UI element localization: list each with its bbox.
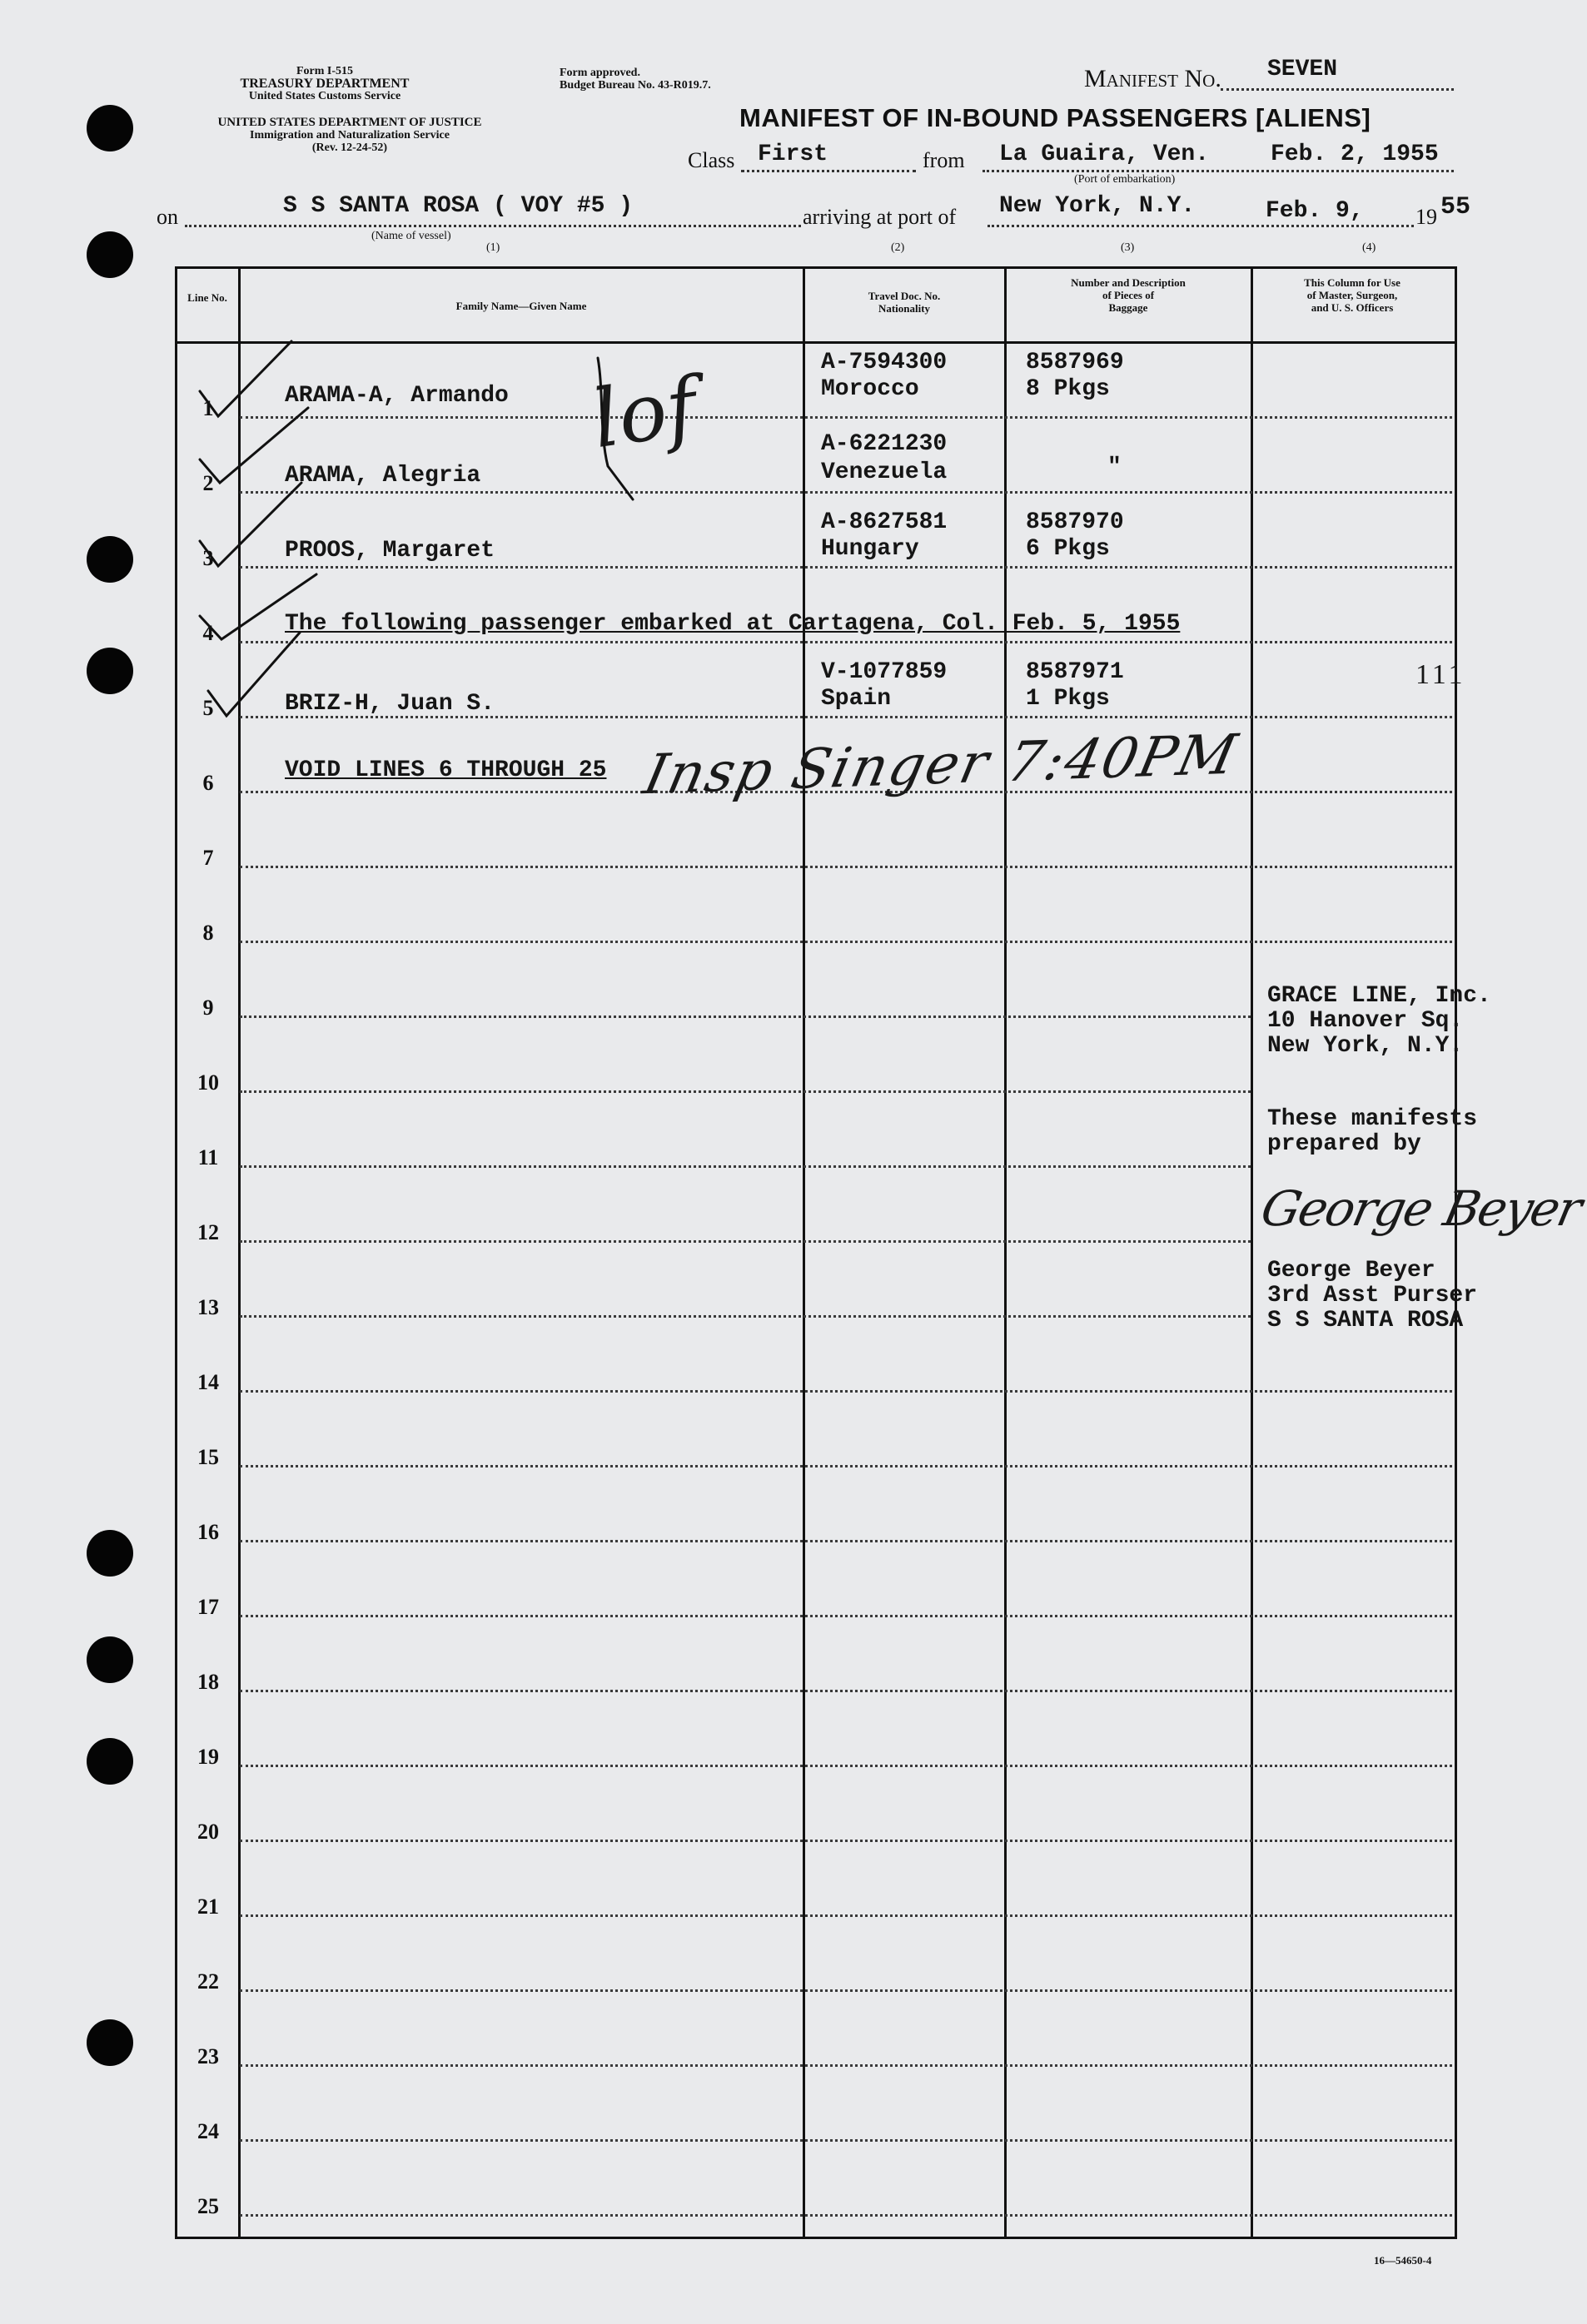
row-dots [240,416,1452,419]
punch-hole [87,1636,133,1683]
line-number: 5 [202,696,214,720]
line-number: 15 [197,1445,219,1469]
header-baggage-2: of Pieces of [1102,289,1155,301]
baggage-number: 8587969 [1026,350,1124,375]
line-number: 3 [202,546,214,570]
budget-bureau: Budget Bureau No. 43-R019.7. [560,79,711,92]
punch-hole [87,2019,133,2066]
port-caption: (Port of embarkation) [1074,173,1176,186]
inspector-stamp: Insp Singer 7:40PM [638,722,1244,807]
justice-department: UNITED STATES DEPARTMENT OF JUSTICE [217,116,482,129]
baggage-description: 1 Pkgs [1026,686,1110,712]
form-approved: Form approved. [560,67,640,79]
arrival-date: Feb. 9, [1266,198,1364,224]
header-baggage [1007,276,1249,314]
line-number: 9 [202,996,214,1020]
justice-block [158,117,541,154]
class-value: First [758,142,828,167]
line-number: 19 [197,1745,219,1769]
baggage-description: " [1107,454,1122,480]
col-number-2: (2) [891,241,905,254]
row-dots [240,1765,1452,1767]
row-dots [240,2064,1452,2067]
row-dots [240,491,1452,494]
header-nationality: Nationality [878,302,931,315]
travel-doc-no: A-8627581 [821,509,948,535]
line-number: 7 [202,846,214,870]
company-name: GRACE LINE, Inc. [1267,983,1491,1009]
manifest-no-value: SEVEN [1267,57,1338,82]
vessel-dots [185,225,801,227]
nationality: Morocco [821,376,919,402]
from-dots [983,170,1454,172]
line-number: 12 [197,1220,219,1244]
col-number-4: (4) [1362,241,1376,254]
row-dots [240,1840,1452,1842]
line-number: 22 [197,1969,219,1994]
row-dots [240,566,1452,569]
arrival-port: New York, N.Y. [999,193,1196,219]
punch-hole [87,536,133,583]
from-label: from [923,148,965,172]
revision-date: (Rev. 12-24-52) [311,142,388,154]
header-baggage-1: Number and Description [1071,276,1186,289]
line-number: 11 [197,1145,219,1169]
punch-hole [87,105,133,151]
signer-name: George Beyer [1267,1258,1435,1284]
from-port: La Guaira, Ven. [999,142,1210,167]
form-number: Form I-515 [296,65,354,77]
nationality: Spain [821,686,892,712]
line-number: 24 [197,2119,219,2143]
passenger-name: BRIZ-H, Juan S. [285,691,495,717]
immigration-service: Immigration and Naturalization Service [250,129,450,142]
line-number: 8 [202,921,214,945]
col-divider-doc [803,266,805,2237]
purser-signature: George Beyer [1256,1180,1586,1237]
header-baggage-3: Baggage [1108,301,1148,314]
header-doc [806,290,1002,315]
travel-doc-no: V-1077859 [821,659,948,685]
row-dots [240,641,1452,643]
on-label: on [157,205,178,229]
passenger-name: ARAMA, Alegria [285,463,481,489]
prepared-line-2: prepared by [1267,1131,1421,1157]
approval-block [560,67,711,92]
from-date: Feb. 2, 1955 [1271,142,1439,167]
row-dots [240,1165,1251,1168]
customs-service: United States Customs Service [248,90,401,102]
line-number: 14 [197,1370,219,1394]
nationality: Hungary [821,536,919,562]
signer-block [1267,1259,1477,1333]
line-number: 20 [197,1820,219,1844]
passenger-name: PROOS, Margaret [285,538,495,564]
footer-code: 16—54650-4 [1374,2254,1432,2267]
officer-mark: 111 [1415,659,1466,690]
void-lines-note: VOID LINES 6 THROUGH 25 [285,757,607,783]
header-name: Family Name—Given Name [455,300,587,312]
company-block [1267,984,1491,1059]
baggage-description: 8 Pkgs [1026,376,1110,402]
col-number-3: (3) [1121,241,1135,254]
class-dots [741,170,916,172]
class-label: Class [688,148,735,172]
nationality: Venezuela [821,459,948,485]
header-officers [1254,276,1450,314]
baggage-number: 8587971 [1026,659,1124,685]
signer-vessel: S S SANTA ROSA [1267,1308,1464,1333]
line-number: 1 [202,396,214,420]
row-dots [240,1989,1452,1992]
col-number-1: (1) [486,241,500,254]
punch-hole [87,1530,133,1577]
arrival-dots [988,225,1414,227]
header-rule [175,341,1455,344]
line-number: 23 [197,2044,219,2068]
punch-hole [87,1738,133,1785]
col-divider-officers [1251,266,1253,2237]
embarkation-note: The following passenger embarked at Cartagena, Col. Feb. 5, 1955 [285,611,1181,637]
row-dots [240,1540,1452,1542]
row-dots [240,1090,1251,1093]
row-dots [240,866,1452,868]
row-dots [240,941,1452,943]
row-dots [240,2139,1452,2142]
line-number: 13 [197,1295,219,1319]
line-number: 6 [202,771,214,795]
arrival-year-printed: 19 [1415,205,1437,229]
punch-hole [87,648,133,694]
row-dots [240,1390,1452,1393]
col-divider-baggage [1004,266,1007,2237]
passenger-name: ARAMA-A, Armando [285,383,509,409]
row-dots [240,1315,1251,1318]
company-city: New York, N.Y. [1267,1033,1464,1059]
row-dots [240,1240,1251,1243]
vessel-caption: (Name of vessel) [371,230,451,242]
row-dots [240,1690,1452,1692]
line-number: 25 [197,2194,219,2218]
arriving-label: arriving at port of [803,205,957,229]
header-line-no: Line No. [187,291,227,304]
header-officers-2: of Master, Surgeon, [1306,289,1398,301]
manifest-no-dots [1221,88,1454,91]
row-dots [240,2214,1452,2217]
travel-doc-no: A-7594300 [821,350,948,375]
line-number: 18 [197,1670,219,1694]
line-number: 21 [197,1894,219,1919]
arrival-year-typed: 55 [1440,193,1471,221]
company-address: 10 Hanover Sq. [1267,1008,1464,1034]
row-dots [240,1465,1452,1467]
treasury-department: TREASURY DEPARTMENT [240,77,410,91]
vessel-name: S S SANTA ROSA ( VOY #5 ) [283,193,634,219]
line-number: 17 [197,1595,219,1619]
row-dots [240,1016,1251,1018]
prepared-by-block [1267,1107,1477,1157]
prepared-line-1: These manifests [1267,1106,1478,1132]
header-officers-3: and U. S. Officers [1311,301,1394,314]
punch-hole [87,231,133,278]
signer-title: 3rd Asst Purser [1267,1283,1478,1308]
margin-mark: lof [586,359,703,467]
baggage-description: 6 Pkgs [1026,536,1110,562]
manifest-no-label: Manifest No. [1084,65,1221,92]
form-number-block [192,65,458,102]
manifest-title: MANIFEST OF IN-BOUND PASSENGERS [ALIENS] [739,103,1371,132]
travel-doc-no: A-6221230 [821,431,948,457]
line-number: 4 [202,621,214,645]
baggage-number: 8587970 [1026,509,1124,535]
line-number: 10 [197,1070,219,1095]
header-officers-1: This Column for Use [1304,276,1400,289]
row-dots [240,1914,1452,1917]
line-number: 16 [197,1520,219,1544]
row-dots [240,1615,1452,1617]
header-doc-no: Travel Doc. No. [868,290,941,302]
line-number: 2 [202,471,214,495]
